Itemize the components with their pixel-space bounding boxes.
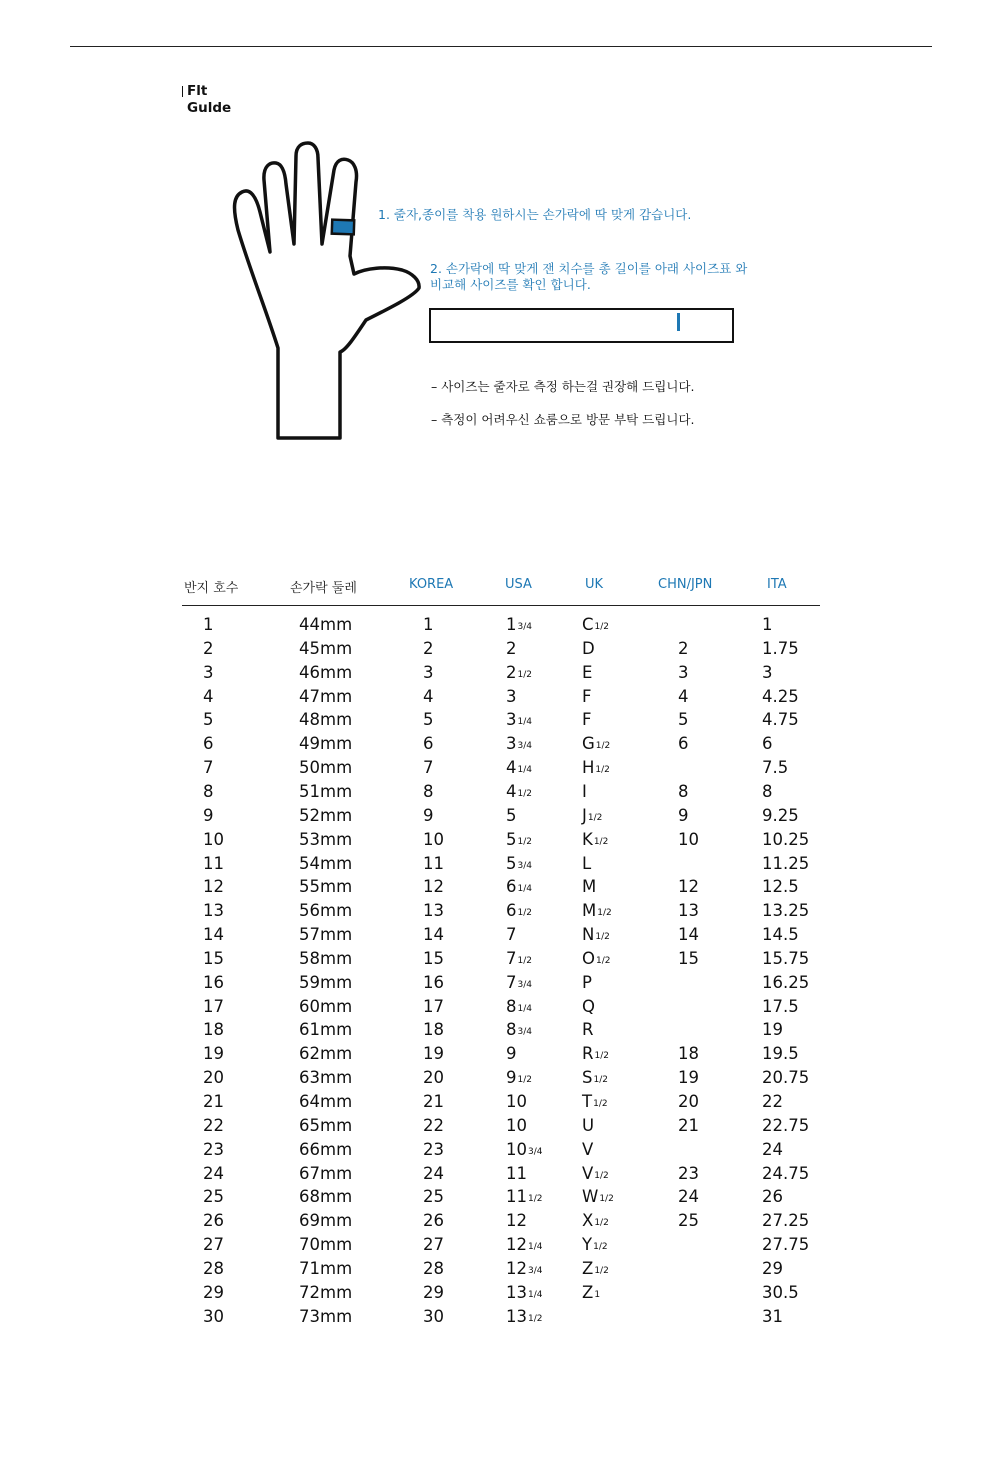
ring-size-cell: 7 (203, 758, 214, 778)
usa-cell: 131/4 (506, 1282, 543, 1302)
table-row (0, 829, 1000, 853)
ring-size-cell: 5 (203, 710, 214, 730)
ita-cell: 22.75 (762, 1115, 810, 1135)
chn-jpn-cell: 2 (678, 638, 689, 658)
ita-cell: 10.25 (762, 829, 810, 849)
korea-cell: 17 (423, 996, 444, 1016)
usa-cell: 91/2 (506, 1068, 532, 1088)
korea-cell: 23 (423, 1139, 444, 1159)
title-line-1: Flt (187, 83, 208, 99)
fraction: 3/4 (517, 1027, 532, 1038)
table-row (0, 1067, 1000, 1091)
ita-cell: 9.25 (762, 805, 799, 825)
korea-cell: 29 (423, 1282, 444, 1302)
korea-cell: 28 (423, 1258, 444, 1278)
header-korea: KOREA (409, 577, 454, 592)
korea-cell: 13 (423, 901, 444, 921)
usa-cell: 41/2 (506, 781, 532, 801)
table-row (0, 924, 1000, 948)
step-2-line-1: 2. 손가락에 딱 맞게 잰 치수를 총 길이를 아래 사이즈표 와 (430, 261, 748, 276)
table-row (0, 1306, 1000, 1330)
finger-mm-cell: 68mm (299, 1187, 353, 1207)
usa-cell: 51/2 (506, 829, 532, 849)
table-row (0, 662, 1000, 686)
usa-cell: 103/4 (506, 1139, 543, 1159)
usa-cell: 9 (506, 1044, 517, 1064)
measuring-strip (429, 308, 734, 343)
ring-size-cell: 2 (203, 638, 214, 658)
fraction: 1/4 (517, 884, 532, 895)
ita-cell: 3 (762, 662, 773, 682)
finger-mm-cell: 73mm (299, 1306, 353, 1326)
finger-mm-cell: 49mm (299, 734, 353, 754)
usa-cell: 31/4 (506, 710, 532, 730)
finger-mm-cell: 65mm (299, 1115, 353, 1135)
chn-jpn-cell: 8 (678, 781, 689, 801)
usa-cell: 53/4 (506, 853, 532, 873)
uk-cell: G1/2 (582, 734, 611, 754)
korea-cell: 16 (423, 972, 444, 992)
table-row (0, 1139, 1000, 1163)
table-row (0, 709, 1000, 733)
korea-cell: 3 (423, 662, 434, 682)
usa-cell: 73/4 (506, 972, 532, 992)
chn-jpn-cell: 20 (678, 1092, 699, 1111)
finger-mm-cell: 50mm (299, 758, 353, 778)
uk-cell: U (582, 1115, 595, 1135)
finger-mm-cell: 64mm (299, 1092, 353, 1111)
uk-cell: X1/2 (582, 1211, 609, 1231)
finger-mm-cell: 70mm (299, 1235, 353, 1255)
ring-size-cell: 15 (203, 948, 224, 968)
usa-cell: 3 (506, 686, 517, 706)
usa-cell: 7 (506, 925, 517, 945)
ring-size-cell: 4 (203, 686, 214, 706)
usa-cell: 121/4 (506, 1235, 543, 1255)
ita-cell: 4.75 (762, 710, 799, 730)
ita-cell: 27.25 (762, 1211, 810, 1231)
ring-size-cell: 14 (203, 925, 224, 945)
fit-guide-title (182, 83, 231, 117)
ita-cell: 16.25 (762, 972, 810, 992)
ring-size-cell: 23 (203, 1139, 224, 1159)
note-showroom: – 측정이 어려우신 쇼룸으로 방문 부탁 드립니다. (431, 412, 695, 427)
ita-cell: 26 (762, 1187, 783, 1207)
korea-cell: 6 (423, 734, 434, 754)
fraction: 1/2 (528, 1313, 543, 1324)
korea-cell: 18 (423, 1020, 444, 1040)
fraction: 1/2 (517, 836, 532, 847)
ita-cell: 1 (762, 615, 773, 634)
usa-cell: 10 (506, 1115, 527, 1135)
ita-cell: 1.75 (762, 638, 799, 658)
uk-cell: M (582, 877, 597, 897)
chn-jpn-cell: 9 (678, 805, 689, 825)
korea-cell: 27 (423, 1235, 444, 1255)
ring-size-cell: 28 (203, 1258, 224, 1278)
finger-mm-cell: 60mm (299, 996, 353, 1016)
header-ita: ITA (767, 577, 787, 592)
ring-size-cell: 30 (203, 1306, 224, 1326)
fraction: 3/4 (517, 622, 532, 632)
fraction: 1/2 (517, 1075, 532, 1086)
ring-size-cell: 27 (203, 1235, 224, 1255)
ring-size-cell: 26 (203, 1211, 224, 1231)
korea-cell: 19 (423, 1044, 444, 1064)
finger-mm-cell: 56mm (299, 901, 353, 921)
ring-size-cell: 11 (203, 853, 224, 873)
fraction: 1/4 (528, 1242, 543, 1253)
ita-cell: 29 (762, 1258, 783, 1278)
title-bar-mark (182, 86, 183, 97)
uk-cell: S1/2 (582, 1068, 608, 1088)
ita-cell: 4.25 (762, 686, 799, 706)
fraction: 1/2 (597, 908, 612, 919)
ita-cell: 24.75 (762, 1163, 810, 1183)
korea-cell: 30 (423, 1306, 444, 1326)
fraction: 1/2 (596, 955, 611, 966)
table-row (0, 1163, 1000, 1187)
fraction: 1/2 (594, 622, 610, 632)
finger-mm-cell: 62mm (299, 1044, 353, 1064)
fraction: 1/2 (594, 1170, 609, 1181)
usa-cell: 41/4 (506, 758, 532, 778)
uk-cell: D (582, 638, 595, 658)
ring-size-cell: 29 (203, 1282, 224, 1302)
header-divider (182, 605, 820, 606)
step-2-text (430, 261, 790, 293)
top-divider (70, 46, 932, 47)
uk-cell: V (582, 1139, 594, 1159)
table-row (0, 853, 1000, 877)
finger-mm-cell: 53mm (299, 829, 353, 849)
fraction: 1/2 (595, 932, 610, 943)
usa-cell: 61/4 (506, 877, 532, 897)
chn-jpn-cell: 14 (678, 925, 699, 945)
finger-mm-cell: 47mm (299, 686, 353, 706)
ita-cell: 19.5 (762, 1044, 799, 1064)
ring-size-cell: 18 (203, 1020, 224, 1040)
ita-cell: 14.5 (762, 925, 799, 945)
korea-cell: 2 (423, 638, 434, 658)
chn-jpn-cell: 24 (678, 1187, 699, 1207)
uk-cell: N1/2 (582, 925, 610, 945)
fraction: 3/4 (528, 1146, 543, 1157)
usa-cell: 81/4 (506, 996, 532, 1016)
chn-jpn-cell: 19 (678, 1068, 699, 1088)
uk-cell (582, 1306, 583, 1330)
fraction: 1/2 (593, 1099, 608, 1109)
chn-jpn-cell: 13 (678, 901, 699, 921)
table-row (0, 1091, 1000, 1115)
finger-mm-cell: 52mm (299, 805, 353, 825)
finger-mm-cell: 55mm (299, 877, 353, 897)
chn-jpn-cell: 25 (678, 1211, 699, 1231)
chn-jpn-cell: 15 (678, 948, 699, 968)
korea-cell: 4 (423, 686, 434, 706)
fraction: 1/2 (528, 1194, 543, 1205)
chn-jpn-cell: 5 (678, 710, 689, 730)
ring-size-cell: 6 (203, 734, 214, 754)
table-row (0, 733, 1000, 757)
ring-size-cell: 24 (203, 1163, 224, 1183)
table-row (0, 876, 1000, 900)
chn-jpn-cell: 6 (678, 734, 689, 754)
uk-cell: Q (582, 996, 595, 1016)
step-1-text: 1. 줄자,종이를 착용 원하시는 손가락에 딱 맞게 감습니다. (378, 207, 692, 222)
header-uk: UK (585, 577, 604, 592)
header-ring-size: 반지 호수 (184, 581, 239, 596)
ring-size-cell: 22 (203, 1115, 224, 1135)
usa-cell: 61/2 (506, 901, 532, 921)
korea-cell: 1 (423, 615, 434, 634)
uk-cell: R (582, 1020, 594, 1040)
header-usa: USA (505, 577, 532, 592)
ita-cell: 8 (762, 781, 773, 801)
uk-cell: F (582, 686, 592, 706)
ring-size-cell: 16 (203, 972, 224, 992)
korea-cell: 9 (423, 805, 434, 825)
finger-mm-cell: 54mm (299, 853, 353, 873)
finger-mm-cell: 51mm (299, 781, 353, 801)
ring-size-cell: 1 (203, 615, 214, 634)
korea-cell: 21 (423, 1092, 444, 1111)
note-tape-measure: – 사이즈는 줄자로 측정 하는걸 권장해 드립니다. (431, 379, 695, 394)
usa-cell: 5 (506, 805, 517, 825)
finger-mm-cell: 57mm (299, 925, 353, 945)
ring-size-cell: 8 (203, 781, 214, 801)
table-row (0, 1258, 1000, 1282)
ita-cell: 20.75 (762, 1068, 810, 1088)
table-row (0, 1043, 1000, 1067)
usa-cell: 33/4 (506, 734, 532, 754)
uk-cell: Y1/2 (582, 1235, 608, 1255)
table-row (0, 1186, 1000, 1210)
fraction: 1/4 (528, 1289, 543, 1300)
ita-cell: 13.25 (762, 901, 810, 921)
usa-cell: 21/2 (506, 662, 532, 682)
fraction: 1/2 (587, 812, 603, 823)
uk-cell: R1/2 (582, 1044, 609, 1064)
ring-size-cell: 3 (203, 662, 214, 682)
fraction: 1/2 (594, 1051, 609, 1062)
uk-cell: F (582, 710, 592, 730)
ita-cell: 30.5 (762, 1282, 799, 1302)
korea-cell: 22 (423, 1115, 444, 1135)
ita-cell: 15.75 (762, 948, 810, 968)
chn-jpn-cell: 4 (678, 686, 689, 706)
fraction: 1/2 (517, 908, 532, 919)
uk-cell: H1/2 (582, 758, 610, 778)
fraction: 1/2 (517, 669, 532, 680)
finger-mm-cell: 48mm (299, 710, 353, 730)
ita-cell: 27.75 (762, 1235, 810, 1255)
usa-cell: 10 (506, 1092, 527, 1111)
korea-cell: 10 (423, 829, 444, 849)
chn-jpn-cell: 3 (678, 662, 689, 682)
fraction: 1/2 (594, 1218, 609, 1229)
fraction: 1/2 (517, 955, 532, 966)
table-row (0, 948, 1000, 972)
ring-size-cell: 9 (203, 805, 214, 825)
usa-cell: 83/4 (506, 1020, 532, 1040)
uk-cell: K1/2 (582, 829, 609, 849)
korea-cell: 7 (423, 758, 434, 778)
ita-cell: 7.5 (762, 758, 789, 778)
finger-mm-cell: 46mm (299, 662, 353, 682)
table-row (0, 1210, 1000, 1234)
korea-cell: 26 (423, 1211, 444, 1231)
table-row (0, 1115, 1000, 1139)
fraction: 1/4 (517, 717, 532, 728)
table-row (0, 781, 1000, 805)
header-finger-circumference: 손가락 둘레 (290, 581, 357, 596)
table-row (0, 757, 1000, 781)
korea-cell: 14 (423, 925, 444, 945)
korea-cell: 15 (423, 948, 444, 968)
table-row (0, 1234, 1000, 1258)
korea-cell: 20 (423, 1068, 444, 1088)
fraction: 1/2 (517, 788, 532, 799)
fraction: 1/4 (517, 1003, 532, 1014)
korea-cell: 12 (423, 877, 444, 897)
ita-cell: 12.5 (762, 877, 799, 897)
table-row (0, 1282, 1000, 1306)
korea-cell: 25 (423, 1187, 444, 1207)
chn-jpn-cell: 10 (678, 829, 699, 849)
step-2-line-2: 비교해 사이즈를 확인 합니다. (430, 277, 591, 292)
table-row (0, 686, 1000, 710)
usa-cell: 2 (506, 638, 517, 658)
uk-cell: Z1 (582, 1282, 601, 1302)
fraction: 1/2 (593, 836, 609, 847)
uk-cell: C1/2 (582, 615, 610, 634)
table-row (0, 900, 1000, 924)
table-row (0, 614, 1000, 638)
chn-jpn-cell: 18 (678, 1044, 699, 1064)
usa-cell: 71/2 (506, 948, 532, 968)
uk-cell: Z1/2 (582, 1258, 609, 1278)
uk-cell: V1/2 (582, 1163, 609, 1183)
fraction: 3/4 (517, 979, 532, 990)
ring-size-cell: 20 (203, 1068, 224, 1088)
finger-mm-cell: 61mm (299, 1020, 353, 1040)
finger-mm-cell: 44mm (299, 615, 353, 634)
measure-mark (677, 313, 680, 331)
ita-cell: 31 (762, 1306, 783, 1326)
uk-cell: W1/2 (582, 1187, 614, 1207)
fraction: 1/2 (594, 1265, 609, 1276)
finger-mm-cell: 63mm (299, 1068, 353, 1088)
uk-cell: I (582, 781, 587, 801)
table-row (0, 638, 1000, 662)
uk-cell: J1/2 (582, 805, 603, 825)
ring-size-cell: 19 (203, 1044, 224, 1064)
ring-size-cell: 10 (203, 829, 224, 849)
usa-cell: 11 (506, 1163, 527, 1183)
table-row (0, 1019, 1000, 1043)
usa-cell: 123/4 (506, 1258, 543, 1278)
fraction: 1/2 (595, 765, 610, 776)
uk-cell: E (582, 662, 593, 682)
uk-cell: T1/2 (582, 1092, 608, 1111)
fraction: 1/2 (593, 1075, 608, 1086)
fraction: 1 (594, 1289, 601, 1300)
ita-cell: 11.25 (762, 853, 810, 873)
ring-size-cell: 25 (203, 1187, 224, 1207)
finger-mm-cell: 72mm (299, 1282, 353, 1302)
header-chn-jpn: CHN/JPN (658, 577, 713, 592)
ita-cell: 24 (762, 1139, 783, 1159)
chn-jpn-cell: 21 (678, 1115, 699, 1135)
fraction: 1/4 (517, 765, 532, 776)
fraction: 3/4 (517, 860, 532, 871)
ring-size-cell: 13 (203, 901, 224, 921)
fraction: 3/4 (528, 1265, 543, 1276)
ita-cell: 6 (762, 734, 773, 754)
usa-cell: 131/2 (506, 1306, 543, 1326)
uk-cell: P (582, 972, 592, 992)
finger-mm-cell: 69mm (299, 1211, 353, 1231)
korea-cell: 11 (423, 853, 444, 873)
fraction: 1/2 (599, 1194, 614, 1205)
table-row (0, 805, 1000, 829)
finger-mm-cell: 59mm (299, 972, 353, 992)
uk-cell: M1/2 (582, 901, 612, 921)
usa-cell: 12 (506, 1211, 527, 1231)
ita-cell: 17.5 (762, 996, 799, 1016)
ita-cell: 19 (762, 1020, 783, 1040)
ita-cell: 22 (762, 1092, 783, 1111)
table-row (0, 996, 1000, 1020)
title-line-2: Gulde (187, 100, 232, 116)
korea-cell: 24 (423, 1163, 444, 1183)
uk-cell: O1/2 (582, 948, 611, 968)
fraction: 1/2 (593, 1242, 608, 1253)
fraction: 3/4 (517, 741, 532, 752)
ring-band (332, 220, 354, 235)
korea-cell: 5 (423, 710, 434, 730)
finger-mm-cell: 66mm (299, 1139, 353, 1159)
ring-size-cell: 17 (203, 996, 224, 1016)
finger-mm-cell: 71mm (299, 1258, 353, 1278)
chn-jpn-cell: 12 (678, 877, 699, 897)
chn-jpn-cell: 23 (678, 1163, 699, 1183)
uk-cell: L (582, 853, 592, 873)
finger-mm-cell: 58mm (299, 948, 353, 968)
usa-cell: 111/2 (506, 1187, 543, 1207)
hand-illustration (226, 140, 426, 442)
usa-cell: 13/4 (506, 615, 532, 634)
fraction: 1/2 (595, 741, 611, 752)
finger-mm-cell: 67mm (299, 1163, 353, 1183)
finger-mm-cell: 45mm (299, 638, 353, 658)
table-row (0, 972, 1000, 996)
ring-size-cell: 12 (203, 877, 224, 897)
korea-cell: 8 (423, 781, 434, 801)
ring-size-cell: 21 (203, 1092, 224, 1111)
